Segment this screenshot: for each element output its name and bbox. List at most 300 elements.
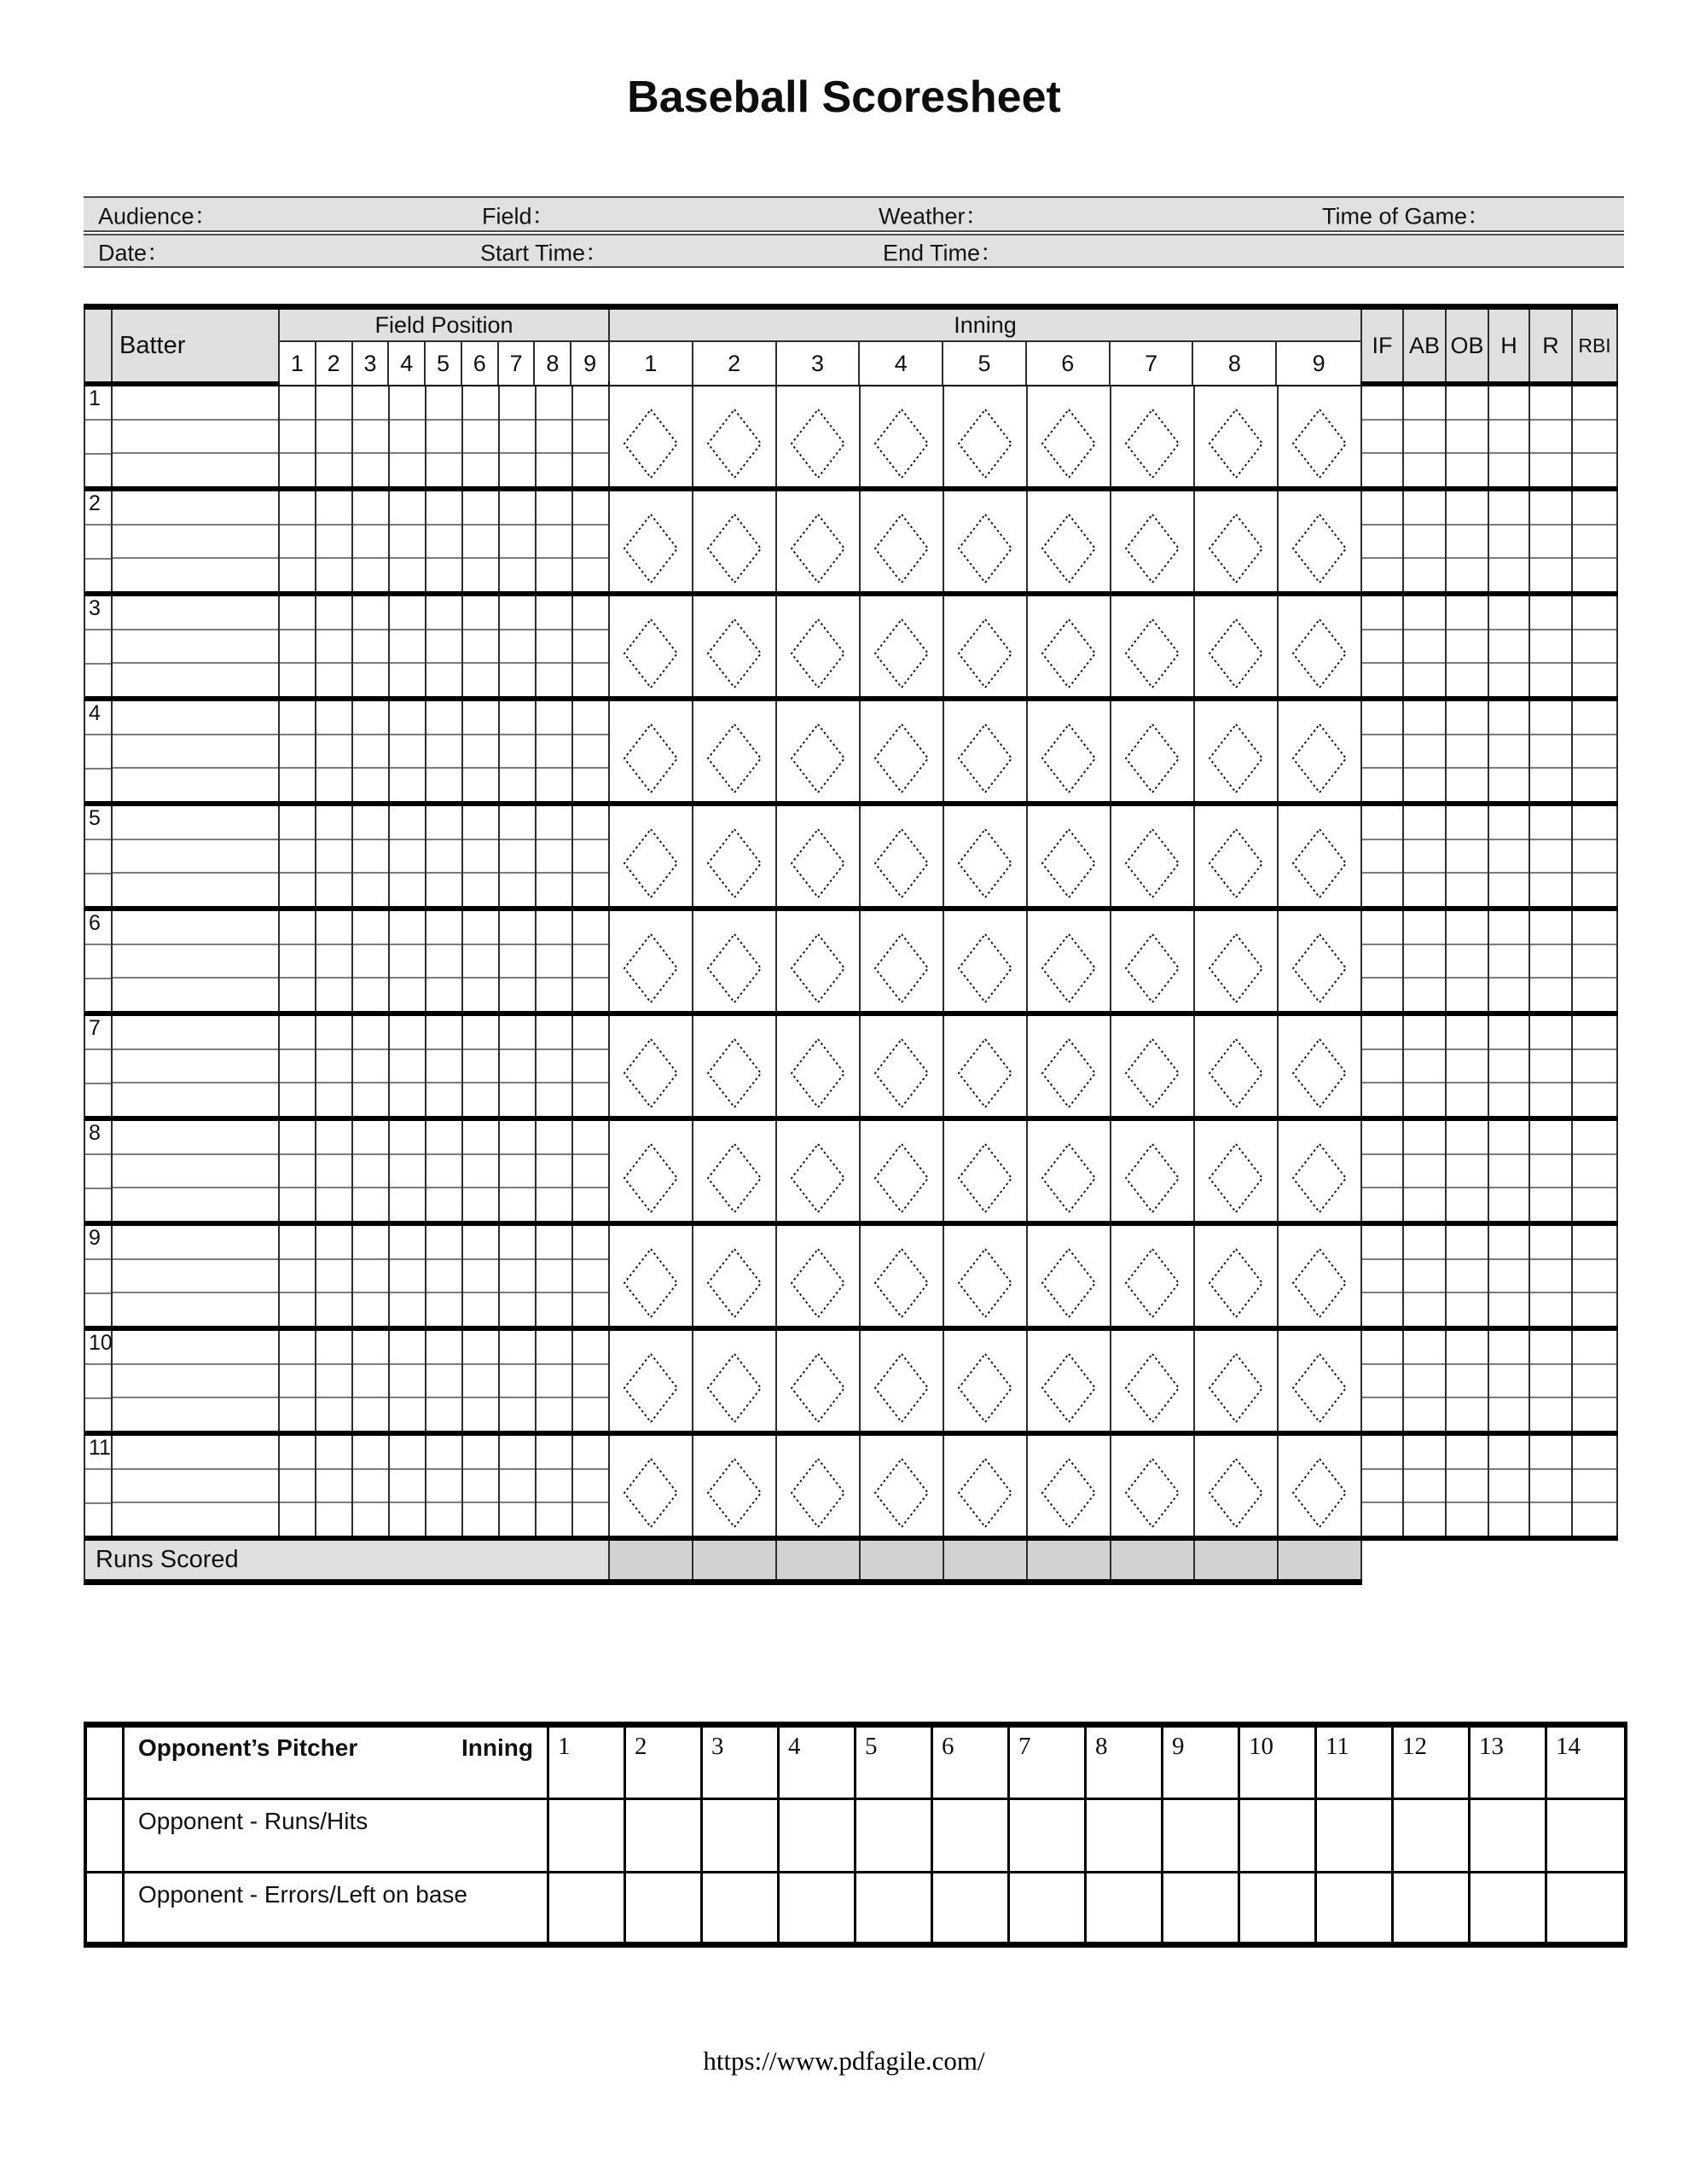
stat-entry-cell[interactable] — [1362, 454, 1402, 486]
stat-entry-cell[interactable] — [1404, 1331, 1445, 1365]
inning-cell[interactable] — [1195, 806, 1279, 906]
field-position-mark-cell[interactable] — [463, 421, 498, 455]
field-position-mark-cell[interactable] — [316, 491, 351, 526]
stat-entry-cell[interactable] — [1489, 630, 1528, 665]
field-position-mark-cell[interactable] — [353, 1083, 388, 1116]
inning-cell[interactable] — [944, 596, 1028, 696]
field-position-mark-cell[interactable] — [573, 454, 608, 486]
stat-entry-cell[interactable] — [1447, 1436, 1488, 1470]
stat-entry-cell[interactable] — [1447, 664, 1488, 696]
field-position-mark-cell[interactable] — [500, 1083, 535, 1116]
inning-cell[interactable] — [1279, 911, 1362, 1011]
stat-entry-cell[interactable] — [1362, 1155, 1402, 1189]
field-position-mark-cell[interactable] — [537, 1331, 571, 1365]
stat-entry-cell[interactable] — [1447, 806, 1488, 840]
field-position-mark-cell[interactable] — [573, 1016, 608, 1050]
stat-entry-cell[interactable] — [1447, 559, 1488, 591]
field-position-mark-cell[interactable] — [573, 664, 608, 696]
field-position-mark-cell[interactable] — [573, 630, 608, 665]
field-position-mark-cell[interactable] — [280, 630, 315, 665]
field-position-mark-cell[interactable] — [500, 1155, 535, 1189]
field-position-mark-cell[interactable] — [280, 1188, 315, 1221]
batter-name-line[interactable] — [113, 664, 278, 696]
field-position-mark-cell[interactable] — [426, 806, 461, 840]
field-position-mark-cell[interactable] — [573, 596, 608, 630]
stat-entry-cell[interactable] — [1530, 979, 1571, 1011]
field-position-mark-cell[interactable] — [280, 979, 315, 1011]
field-position-mark-cell[interactable] — [500, 630, 535, 665]
inning-cell[interactable] — [1028, 806, 1111, 906]
field-position-mark-cell[interactable] — [537, 386, 571, 421]
field-position-mark-cell[interactable] — [426, 1503, 461, 1536]
stat-entry-cell[interactable] — [1362, 1226, 1402, 1260]
inning-cell[interactable] — [1279, 1436, 1362, 1536]
inning-cell[interactable] — [610, 1226, 693, 1326]
field-position-mark-cell[interactable] — [353, 1016, 388, 1050]
stat-entry-cell[interactable] — [1489, 1331, 1528, 1365]
field-position-mark-cell[interactable] — [573, 701, 608, 735]
field-position-mark-cell[interactable] — [463, 840, 498, 874]
opponent-runs-hits-cell[interactable] — [626, 1800, 703, 1871]
inning-cell[interactable] — [777, 1226, 861, 1326]
stat-entry-cell[interactable] — [1489, 1050, 1528, 1084]
stat-entry-cell[interactable] — [1362, 840, 1402, 874]
inning-cell[interactable] — [1028, 1121, 1111, 1221]
batter-name-line[interactable] — [113, 1188, 278, 1221]
inning-cell[interactable] — [777, 1016, 861, 1116]
opponent-runs-hits-cell[interactable] — [933, 1800, 1010, 1871]
field-position-mark-cell[interactable] — [390, 1188, 425, 1221]
field-position-mark-cell[interactable] — [500, 840, 535, 874]
stat-entry-cell[interactable] — [1573, 840, 1616, 874]
inning-cell[interactable] — [861, 1436, 944, 1536]
stat-entry-cell[interactable] — [1404, 1260, 1445, 1294]
stat-entry-cell[interactable] — [1530, 911, 1571, 945]
batter-name-line[interactable] — [113, 454, 278, 486]
field-position-mark-cell[interactable] — [573, 1293, 608, 1326]
stat-entry-cell[interactable] — [1489, 1470, 1528, 1504]
stat-entry-cell[interactable] — [1573, 664, 1616, 696]
opponent-errors-lob-cell[interactable] — [780, 1873, 856, 1942]
field-position-mark-cell[interactable] — [426, 454, 461, 486]
field-position-mark-cell[interactable] — [463, 1398, 498, 1431]
field-position-mark-cell[interactable] — [390, 421, 425, 455]
field-position-mark-cell[interactable] — [280, 559, 315, 591]
stat-entry-cell[interactable] — [1362, 1121, 1402, 1155]
stat-entry-cell[interactable] — [1573, 421, 1616, 455]
field-position-mark-cell[interactable] — [500, 454, 535, 486]
stat-entry-cell[interactable] — [1489, 526, 1528, 560]
stat-entry-cell[interactable] — [1447, 874, 1488, 906]
stat-entry-cell[interactable] — [1530, 630, 1571, 665]
field-position-mark-cell[interactable] — [390, 1436, 425, 1470]
stat-entry-cell[interactable] — [1573, 1503, 1616, 1536]
stat-entry-cell[interactable] — [1362, 1503, 1402, 1536]
field-position-mark-cell[interactable] — [280, 1331, 315, 1365]
stat-entry-cell[interactable] — [1573, 1470, 1616, 1504]
field-position-mark-cell[interactable] — [426, 1260, 461, 1294]
stat-entry-cell[interactable] — [1530, 1050, 1571, 1084]
field-position-mark-cell[interactable] — [537, 945, 571, 979]
stat-entry-cell[interactable] — [1489, 979, 1528, 1011]
field-position-mark-cell[interactable] — [463, 1503, 498, 1536]
field-position-mark-cell[interactable] — [463, 769, 498, 801]
stat-entry-cell[interactable] — [1530, 526, 1571, 560]
field-position-mark-cell[interactable] — [316, 945, 351, 979]
stat-entry-cell[interactable] — [1573, 769, 1616, 801]
field-position-mark-cell[interactable] — [316, 454, 351, 486]
stat-entry-cell[interactable] — [1530, 664, 1571, 696]
field-position-mark-cell[interactable] — [353, 386, 388, 421]
field-position-mark-cell[interactable] — [316, 1188, 351, 1221]
field-position-mark-cell[interactable] — [463, 526, 498, 560]
opponent-runs-hits-cell[interactable] — [1087, 1800, 1163, 1871]
field-position-mark-cell[interactable] — [500, 1050, 535, 1084]
inning-cell[interactable] — [693, 1226, 777, 1326]
footer-url[interactable]: https://www.pdfagile.com/ — [703, 2046, 985, 2076]
field-position-mark-cell[interactable] — [390, 1016, 425, 1050]
inning-cell[interactable] — [1111, 701, 1195, 801]
stat-entry-cell[interactable] — [1447, 1365, 1488, 1399]
field-position-mark-cell[interactable] — [353, 491, 388, 526]
field-position-mark-cell[interactable] — [463, 911, 498, 945]
field-position-mark-cell[interactable] — [426, 769, 461, 801]
field-position-mark-cell[interactable] — [463, 1188, 498, 1221]
field-position-mark-cell[interactable] — [316, 979, 351, 1011]
stat-entry-cell[interactable] — [1489, 806, 1528, 840]
stat-entry-cell[interactable] — [1573, 1121, 1616, 1155]
batter-name-line[interactable] — [113, 596, 278, 630]
field-position-mark-cell[interactable] — [280, 1226, 315, 1260]
field-position-mark-cell[interactable] — [280, 596, 315, 630]
batter-name-line[interactable] — [113, 1365, 278, 1399]
stat-entry-cell[interactable] — [1447, 1226, 1488, 1260]
field-position-mark-cell[interactable] — [426, 1398, 461, 1431]
opponent-runs-hits-cell[interactable] — [549, 1800, 626, 1871]
field-position-mark-cell[interactable] — [316, 664, 351, 696]
stat-entry-cell[interactable] — [1362, 1331, 1402, 1365]
field-position-mark-cell[interactable] — [537, 1398, 571, 1431]
stat-entry-cell[interactable] — [1404, 1050, 1445, 1084]
field-position-mark-cell[interactable] — [537, 1260, 571, 1294]
stat-entry-cell[interactable] — [1489, 1365, 1528, 1399]
field-position-mark-cell[interactable] — [316, 701, 351, 735]
stat-entry-cell[interactable] — [1489, 701, 1528, 735]
field-position-mark-cell[interactable] — [463, 1365, 498, 1399]
runs-scored-cell[interactable] — [693, 1541, 777, 1579]
inning-cell[interactable] — [1279, 701, 1362, 801]
batter-name-line[interactable] — [113, 701, 278, 735]
field-position-mark-cell[interactable] — [573, 1155, 608, 1189]
inning-cell[interactable] — [1111, 1121, 1195, 1221]
field-position-mark-cell[interactable] — [537, 1226, 571, 1260]
stat-entry-cell[interactable] — [1447, 1503, 1488, 1536]
stat-entry-cell[interactable] — [1573, 979, 1616, 1011]
field-position-mark-cell[interactable] — [353, 979, 388, 1011]
inning-cell[interactable] — [693, 1016, 777, 1116]
inning-cell[interactable] — [1028, 701, 1111, 801]
inning-cell[interactable] — [1028, 1016, 1111, 1116]
stat-entry-cell[interactable] — [1489, 1293, 1528, 1326]
stat-entry-cell[interactable] — [1362, 911, 1402, 945]
field-position-mark-cell[interactable] — [316, 1155, 351, 1189]
field-position-mark-cell[interactable] — [537, 1083, 571, 1116]
stat-entry-cell[interactable] — [1530, 1398, 1571, 1431]
batter-name-line[interactable] — [113, 911, 278, 945]
field-position-mark-cell[interactable] — [573, 911, 608, 945]
opponent-errors-lob-cell[interactable] — [1010, 1873, 1087, 1942]
field-position-mark-cell[interactable] — [280, 840, 315, 874]
inning-cell[interactable] — [610, 1436, 693, 1536]
field-position-mark-cell[interactable] — [426, 559, 461, 591]
stat-entry-cell[interactable] — [1573, 1188, 1616, 1221]
field-position-mark-cell[interactable] — [353, 1260, 388, 1294]
field-position-mark-cell[interactable] — [500, 769, 535, 801]
stat-entry-cell[interactable] — [1573, 559, 1616, 591]
field-position-mark-cell[interactable] — [353, 1331, 388, 1365]
field-position-mark-cell[interactable] — [426, 1188, 461, 1221]
batter-name-line[interactable] — [113, 979, 278, 1011]
field-position-mark-cell[interactable] — [463, 1083, 498, 1116]
batter-name-line[interactable] — [113, 1050, 278, 1084]
field-position-mark-cell[interactable] — [426, 664, 461, 696]
field-position-mark-cell[interactable] — [463, 806, 498, 840]
field-position-mark-cell[interactable] — [573, 1188, 608, 1221]
field-position-mark-cell[interactable] — [316, 386, 351, 421]
field-position-mark-cell[interactable] — [500, 701, 535, 735]
field-position-mark-cell[interactable] — [353, 1293, 388, 1326]
field-position-mark-cell[interactable] — [537, 1121, 571, 1155]
batter-name-line[interactable] — [113, 526, 278, 560]
stat-entry-cell[interactable] — [1362, 1188, 1402, 1221]
inning-cell[interactable] — [777, 1331, 861, 1431]
inning-cell[interactable] — [693, 806, 777, 906]
stat-entry-cell[interactable] — [1404, 1398, 1445, 1431]
field-position-mark-cell[interactable] — [316, 911, 351, 945]
opponent-errors-lob-cell[interactable] — [1394, 1873, 1470, 1942]
field-position-mark-cell[interactable] — [573, 979, 608, 1011]
field-position-mark-cell[interactable] — [280, 491, 315, 526]
stat-entry-cell[interactable] — [1489, 945, 1528, 979]
field-position-mark-cell[interactable] — [316, 1016, 351, 1050]
inning-cell[interactable] — [944, 701, 1028, 801]
field-position-mark-cell[interactable] — [280, 1121, 315, 1155]
field-position-mark-cell[interactable] — [500, 735, 535, 770]
field-position-mark-cell[interactable] — [426, 701, 461, 735]
stat-entry-cell[interactable] — [1404, 1436, 1445, 1470]
field-position-mark-cell[interactable] — [537, 840, 571, 874]
field-position-mark-cell[interactable] — [573, 1503, 608, 1536]
field-position-mark-cell[interactable] — [573, 526, 608, 560]
field-position-mark-cell[interactable] — [280, 911, 315, 945]
field-position-mark-cell[interactable] — [353, 1188, 388, 1221]
field-position-mark-cell[interactable] — [316, 874, 351, 906]
inning-cell[interactable] — [1111, 1226, 1195, 1326]
inning-cell[interactable] — [861, 1121, 944, 1221]
field-position-mark-cell[interactable] — [280, 945, 315, 979]
stat-entry-cell[interactable] — [1489, 1260, 1528, 1294]
stat-entry-cell[interactable] — [1573, 1365, 1616, 1399]
stat-entry-cell[interactable] — [1447, 1331, 1488, 1365]
inning-cell[interactable] — [861, 1226, 944, 1326]
field-position-mark-cell[interactable] — [537, 769, 571, 801]
field-position-mark-cell[interactable] — [390, 526, 425, 560]
runs-scored-cell[interactable] — [610, 1541, 693, 1579]
field-position-mark-cell[interactable] — [537, 526, 571, 560]
stat-entry-cell[interactable] — [1489, 840, 1528, 874]
field-position-mark-cell[interactable] — [316, 1083, 351, 1116]
inning-cell[interactable] — [861, 386, 944, 486]
stat-entry-cell[interactable] — [1447, 596, 1488, 630]
field-position-mark-cell[interactable] — [500, 421, 535, 455]
stat-entry-cell[interactable] — [1489, 596, 1528, 630]
field-position-mark-cell[interactable] — [426, 1470, 461, 1504]
inning-cell[interactable] — [1028, 911, 1111, 1011]
field-position-mark-cell[interactable] — [500, 979, 535, 1011]
inning-cell[interactable] — [1195, 911, 1279, 1011]
stat-entry-cell[interactable] — [1362, 1083, 1402, 1116]
field-position-mark-cell[interactable] — [463, 1260, 498, 1294]
opponent-errors-lob-cell[interactable] — [1470, 1873, 1547, 1942]
field-position-mark-cell[interactable] — [537, 559, 571, 591]
stat-entry-cell[interactable] — [1489, 491, 1528, 526]
inning-cell[interactable] — [1279, 806, 1362, 906]
stat-entry-cell[interactable] — [1447, 491, 1488, 526]
field-position-mark-cell[interactable] — [390, 454, 425, 486]
inning-cell[interactable] — [1279, 1016, 1362, 1116]
inning-cell[interactable] — [610, 701, 693, 801]
field-position-mark-cell[interactable] — [280, 1050, 315, 1084]
runs-scored-cell[interactable] — [777, 1541, 861, 1579]
field-position-mark-cell[interactable] — [316, 1226, 351, 1260]
field-position-mark-cell[interactable] — [280, 1155, 315, 1189]
field-position-mark-cell[interactable] — [500, 945, 535, 979]
stat-entry-cell[interactable] — [1489, 1398, 1528, 1431]
inning-cell[interactable] — [610, 806, 693, 906]
field-position-mark-cell[interactable] — [353, 1226, 388, 1260]
field-position-mark-cell[interactable] — [537, 664, 571, 696]
stat-entry-cell[interactable] — [1362, 1365, 1402, 1399]
inning-cell[interactable] — [944, 491, 1028, 591]
field-position-mark-cell[interactable] — [280, 806, 315, 840]
field-position-mark-cell[interactable] — [573, 945, 608, 979]
stat-entry-cell[interactable] — [1530, 1226, 1571, 1260]
inning-cell[interactable] — [693, 596, 777, 696]
field-position-mark-cell[interactable] — [353, 1470, 388, 1504]
field-position-mark-cell[interactable] — [537, 630, 571, 665]
batter-name-line[interactable] — [113, 1226, 278, 1260]
stat-entry-cell[interactable] — [1530, 840, 1571, 874]
opponent-errors-lob-cell[interactable] — [703, 1873, 780, 1942]
stat-entry-cell[interactable] — [1530, 596, 1571, 630]
stat-entry-cell[interactable] — [1573, 1260, 1616, 1294]
inning-cell[interactable] — [1195, 1121, 1279, 1221]
field-position-mark-cell[interactable] — [426, 979, 461, 1011]
field-position-mark-cell[interactable] — [463, 1155, 498, 1189]
batter-name-line[interactable] — [113, 386, 278, 421]
field-position-mark-cell[interactable] — [280, 769, 315, 801]
stat-entry-cell[interactable] — [1447, 701, 1488, 735]
field-position-mark-cell[interactable] — [500, 806, 535, 840]
stat-entry-cell[interactable] — [1530, 491, 1571, 526]
field-position-mark-cell[interactable] — [280, 386, 315, 421]
inning-cell[interactable] — [1111, 596, 1195, 696]
field-position-mark-cell[interactable] — [390, 769, 425, 801]
field-position-mark-cell[interactable] — [426, 1050, 461, 1084]
field-position-mark-cell[interactable] — [426, 1016, 461, 1050]
batter-name-line[interactable] — [113, 874, 278, 906]
inning-cell[interactable] — [693, 911, 777, 1011]
opponent-errors-lob-cell[interactable] — [1163, 1873, 1240, 1942]
field-position-mark-cell[interactable] — [573, 421, 608, 455]
inning-cell[interactable] — [1111, 1436, 1195, 1536]
stat-entry-cell[interactable] — [1404, 559, 1445, 591]
field-position-mark-cell[interactable] — [573, 1365, 608, 1399]
stat-entry-cell[interactable] — [1530, 769, 1571, 801]
field-position-mark-cell[interactable] — [500, 491, 535, 526]
stat-entry-cell[interactable] — [1447, 1121, 1488, 1155]
field-position-mark-cell[interactable] — [390, 1365, 425, 1399]
field-position-mark-cell[interactable] — [353, 1503, 388, 1536]
field-position-mark-cell[interactable] — [353, 559, 388, 591]
stat-entry-cell[interactable] — [1447, 526, 1488, 560]
field-position-mark-cell[interactable] — [390, 1155, 425, 1189]
stat-entry-cell[interactable] — [1530, 454, 1571, 486]
field-position-mark-cell[interactable] — [316, 1398, 351, 1431]
field-position-mark-cell[interactable] — [316, 1331, 351, 1365]
stat-entry-cell[interactable] — [1447, 769, 1488, 801]
inning-cell[interactable] — [693, 1331, 777, 1431]
field-position-mark-cell[interactable] — [537, 1365, 571, 1399]
inning-cell[interactable] — [944, 806, 1028, 906]
field-position-mark-cell[interactable] — [316, 1293, 351, 1326]
field-position-mark-cell[interactable] — [353, 1365, 388, 1399]
inning-cell[interactable] — [861, 806, 944, 906]
field-position-mark-cell[interactable] — [390, 806, 425, 840]
field-position-mark-cell[interactable] — [390, 1398, 425, 1431]
field-position-mark-cell[interactable] — [537, 454, 571, 486]
field-position-mark-cell[interactable] — [316, 735, 351, 770]
opponent-errors-lob-cell[interactable] — [1547, 1873, 1624, 1942]
stat-entry-cell[interactable] — [1447, 1016, 1488, 1050]
field-position-mark-cell[interactable] — [573, 1050, 608, 1084]
inning-cell[interactable] — [1279, 596, 1362, 696]
inning-cell[interactable] — [1111, 491, 1195, 591]
batter-name-line[interactable] — [113, 1155, 278, 1189]
stat-entry-cell[interactable] — [1489, 769, 1528, 801]
inning-cell[interactable] — [1279, 386, 1362, 486]
field-position-mark-cell[interactable] — [500, 1293, 535, 1326]
field-position-mark-cell[interactable] — [353, 1155, 388, 1189]
stat-entry-cell[interactable] — [1530, 806, 1571, 840]
field-position-mark-cell[interactable] — [463, 735, 498, 770]
stat-entry-cell[interactable] — [1362, 1470, 1402, 1504]
field-position-mark-cell[interactable] — [353, 701, 388, 735]
field-position-mark-cell[interactable] — [280, 454, 315, 486]
field-position-mark-cell[interactable] — [463, 701, 498, 735]
field-position-mark-cell[interactable] — [537, 1016, 571, 1050]
stat-entry-cell[interactable] — [1404, 1016, 1445, 1050]
field-position-mark-cell[interactable] — [353, 1121, 388, 1155]
inning-cell[interactable] — [1195, 1226, 1279, 1326]
stat-entry-cell[interactable] — [1573, 596, 1616, 630]
field-position-mark-cell[interactable] — [500, 1121, 535, 1155]
stat-entry-cell[interactable] — [1447, 386, 1488, 421]
stat-entry-cell[interactable] — [1489, 421, 1528, 455]
field-position-mark-cell[interactable] — [280, 1398, 315, 1431]
field-position-mark-cell[interactable] — [316, 526, 351, 560]
field-position-mark-cell[interactable] — [537, 596, 571, 630]
